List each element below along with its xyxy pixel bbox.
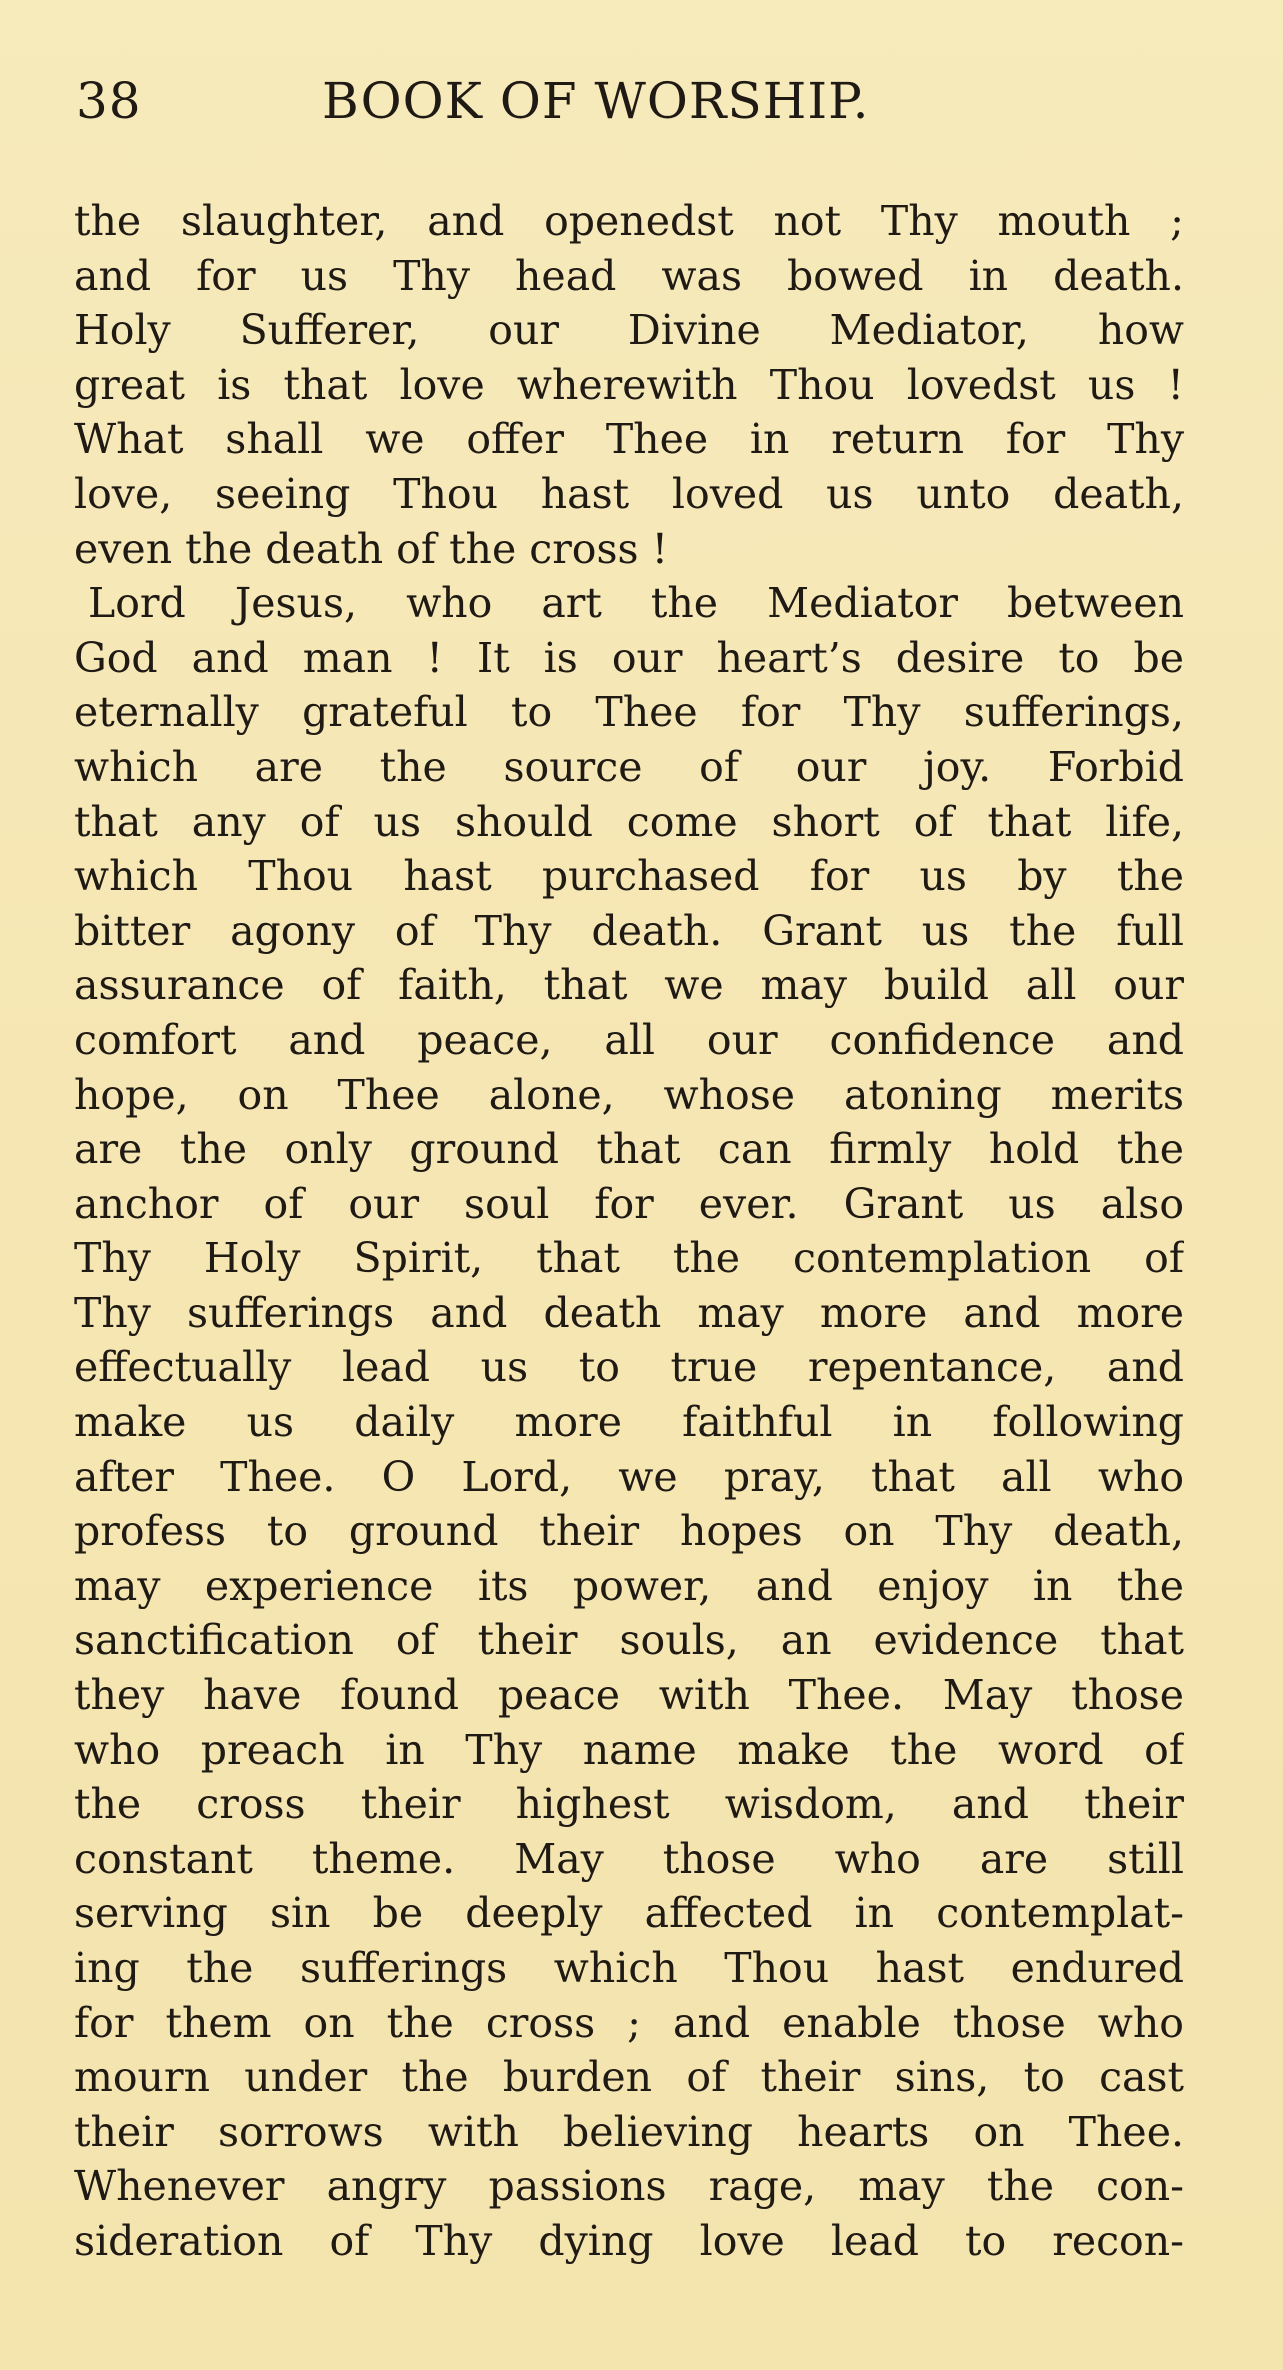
text-line: the cross their highest wisdom, and their xyxy=(74,1780,1184,1829)
text-line: ing the sufferings which Thou hast endured xyxy=(74,1944,1184,1992)
text-line: Holy Sufferer, our Divine Mediator, how xyxy=(74,306,1184,355)
text-line: make us daily more faithful in following xyxy=(74,1398,1184,1447)
page-number: 38 xyxy=(76,72,142,130)
text-line: hope, on Thee alone, whose atoning merits xyxy=(74,1070,1184,1119)
text-line: effectually lead us to true repentance, and xyxy=(74,1343,1184,1392)
text-line: mourn under the burden of their sins, to cast xyxy=(74,2053,1184,2102)
text-line: they have found peace with Thee. May those xyxy=(74,1671,1184,1720)
text-line: even the death of the cross ! xyxy=(74,524,669,573)
text-line: serving sin be deeply affected in contemplat- xyxy=(74,1889,1184,1938)
text-line: great is that love wherewith Thou lovedst us ! xyxy=(74,360,1184,409)
text-line: comfort and peace, all our confidence and xyxy=(74,1015,1184,1064)
running-head: BOOK OF WORSHIP. xyxy=(322,72,870,130)
text-line: Thy Holy Spirit, that the contemplation of xyxy=(74,1234,1184,1283)
text-line: sideration of Thy dying love lead to recon- xyxy=(74,2216,1184,2265)
text-line: What shall we offer Thee in return for Thy xyxy=(74,415,1184,464)
text-line: anchor of our soul for ever. Grant us also xyxy=(74,1179,1184,1228)
text-line: who preach in Thy name make the word of xyxy=(74,1725,1184,1774)
text-line: love, seeing Thou hast loved us unto death, xyxy=(74,469,1184,518)
text-line: may experience its power, and enjoy in the xyxy=(74,1561,1184,1610)
text-line: bitter agony of Thy death. Grant us the full xyxy=(74,906,1184,955)
text-line: assurance of faith, that we may build all our xyxy=(74,961,1184,1010)
text-line: are the only ground that can firmly hold the xyxy=(74,1125,1184,1174)
text-line: profess to ground their hopes on Thy death, xyxy=(74,1507,1184,1556)
text-line: which are the source of our joy. Forbid xyxy=(74,742,1184,791)
text-line: Whenever angry passions rage, may the con- xyxy=(74,2162,1184,2211)
text-line: for them on the cross ; and enable those who xyxy=(74,1998,1184,2047)
text-line: that any of us should come short of that life, xyxy=(74,797,1184,846)
text-line: which Thou hast purchased for us by the xyxy=(74,852,1184,901)
text-line: the slaughter, and openedst not Thy mouth ; xyxy=(74,197,1184,245)
page-header xyxy=(76,66,1196,136)
text-line: and for us Thy head was bowed in death. xyxy=(74,251,1184,300)
text-line: after Thee. O Lord, we pray, that all who xyxy=(74,1452,1184,1501)
text-line: constant theme. May those who are still xyxy=(74,1834,1184,1883)
text-line: God and man ! It is our heart’s desire to be xyxy=(74,633,1184,682)
text-line: their sorrows with believing hearts on Thee. xyxy=(74,2107,1184,2156)
text-line: Thy sufferings and death may more and more xyxy=(74,1288,1184,1337)
body-text xyxy=(74,194,1184,2269)
text-line: Lord Jesus, who art the Mediator between xyxy=(88,579,1184,628)
text-line: eternally grateful to Thee for Thy sufferings, xyxy=(74,688,1184,737)
text-line: sanctification of their souls, an evidence that xyxy=(74,1616,1184,1665)
